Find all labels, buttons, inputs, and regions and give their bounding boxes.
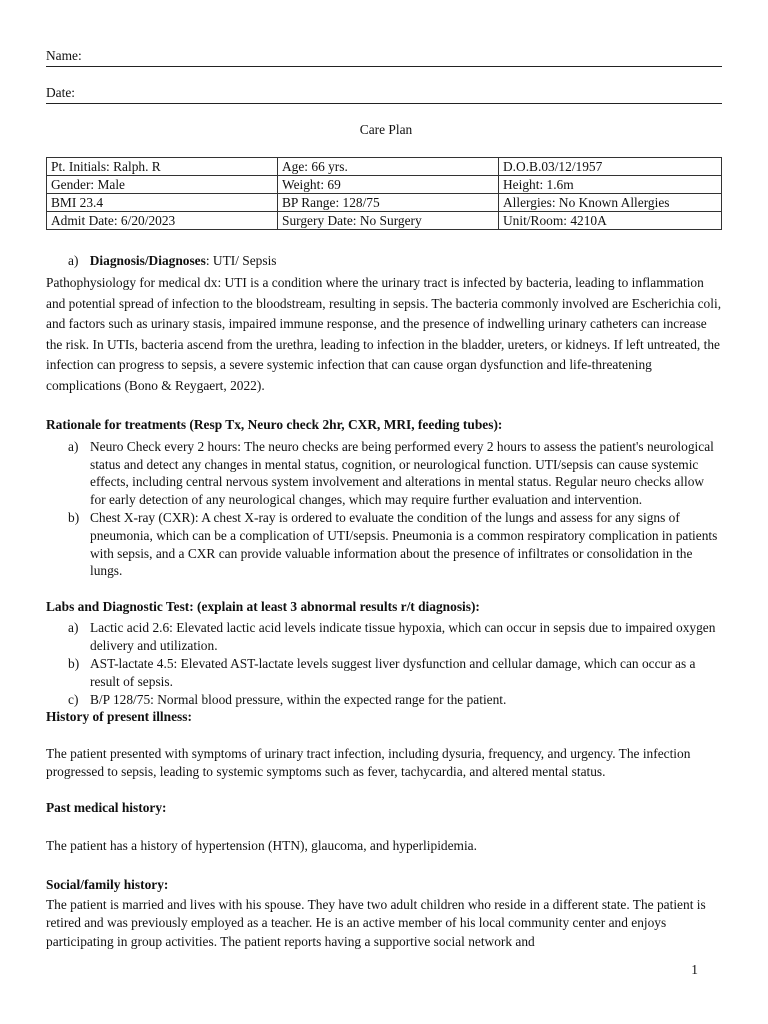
social-paragraph: The patient is married and lives with his spouse. They have two adult children who reside in a different state. The patient is retired and was previously employed as a teacher. He is an active member of his local community center and enjoys participating in group activities. The patient reports having a supportive social network and [46, 897, 706, 949]
list-item-text: Neuro Check every 2 hours: The neuro checks are being performed every 2 hours to assess the patient's neurological status and detect any changes in mental status, cognition, or neurological function. UTI/sepsis can cause systemic effects, including central nervous system involvement and alterations in mental status. Regular neuro checks allow for early detection of any neurological changes, which may require further evaluation and intervention. [90, 439, 714, 507]
social-heading: Social/family history: [46, 877, 169, 892]
table-cell: Height: 1.6m [499, 176, 722, 194]
table-row [47, 158, 722, 176]
table-cell: Weight: 69 [278, 176, 499, 194]
table-row [47, 194, 722, 212]
table-cell: D.O.B.03/12/1957 [499, 158, 722, 176]
hpi-paragraph: The patient presented with symptoms of urinary tract infection, including dysuria, frequency, and urgency. The infection progressed to sepsis, leading to systemic symptoms such as fever, tachycardia, and altered mental status. [46, 746, 691, 779]
list-item-text: Lactic acid 2.6: Elevated lactic acid levels indicate tissue hypoxia, which can occur in sepsis due to impaired oxygen delivery and utilization. [90, 620, 716, 653]
table-cell: Unit/Room: 4210A [499, 212, 722, 230]
list-item [46, 438, 722, 508]
list-marker: c) [68, 692, 79, 708]
diagnosis-value: : UTI/ Sepsis [205, 253, 277, 268]
table-cell: Age: 66 yrs. [278, 158, 499, 176]
hpi-heading: History of present illness: [46, 709, 192, 724]
list-item [46, 509, 722, 579]
list-item-text: Chest X-ray (CXR): A chest X-ray is ordered to evaluate the condition of the lungs and assess for any signs of pneumonia, which can be a complication of UTI/sepsis. Pneumonia is a common respiratory complication in patients with sepsis, and a CXR can provide valuable information about the presence of infiltrates or consolidation in the lungs. [90, 510, 718, 579]
labs-list [46, 619, 722, 710]
document-title: Care Plan [359, 122, 413, 137]
list-marker: b) [68, 656, 80, 672]
table-row [47, 176, 722, 194]
list-item [46, 691, 722, 709]
table-row [47, 212, 722, 230]
labs-heading: Labs and Diagnostic Test: (explain at least 3 abnormal results r/t diagnosis): [46, 599, 480, 614]
table-cell: Pt. Initials: Ralph. R [47, 158, 278, 176]
rationale-heading: Rationale for treatments (Resp Tx, Neuro check 2hr, CXR, MRI, feeding tubes): [46, 417, 503, 432]
list-item [46, 619, 722, 654]
table-cell: Surgery Date: No Surgery [278, 212, 499, 230]
patient-info-table [46, 157, 722, 230]
page-number: 1 [691, 962, 698, 977]
list-marker: a) [68, 253, 79, 268]
date-field [46, 85, 722, 104]
list-item-text: AST-lactate 4.5: Elevated AST-lactate levels suggest liver dysfunction and cellular damage, which can occur as a result of sepsis. [90, 656, 696, 689]
table-cell: Allergies: No Known Allergies [499, 194, 722, 212]
list-marker: a) [68, 439, 79, 454]
table-cell: Admit Date: 6/20/2023 [47, 212, 278, 230]
name-field [46, 48, 722, 67]
date-label: Date: [46, 85, 75, 100]
table-cell: BP Range: 128/75 [278, 194, 499, 212]
list-marker: a) [68, 620, 79, 635]
table-cell: Gender: Male [47, 176, 278, 194]
name-label: Name: [46, 48, 82, 63]
diagnosis-label: Diagnosis/Diagnoses [89, 253, 206, 268]
list-marker: b) [68, 510, 80, 526]
rationale-list [46, 438, 722, 581]
table-cell: BMI 23.4 [47, 194, 278, 212]
pmh-paragraph: The patient has a history of hypertension (HTN), glaucoma, and hyperlipidemia. [46, 838, 477, 853]
pmh-heading: Past medical history: [46, 800, 167, 815]
list-item-text: B/P 128/75: Normal blood pressure, within the expected range for the patient. [90, 692, 507, 708]
list-item [46, 655, 722, 690]
pathophysiology-paragraph: Pathophysiology for medical dx: UTI is a condition where the urinary tract is infected by bacteria, leading to inflammation and potential spread of infection to the bloodstream, resulting in sepsis. The bacteria commonly involved are Escherichia coli, and factors such as urinary stasis, impaired immune response, and the presence of indwelling urinary catheters can increase the risk. In UTIs, bacteria ascend from the urethra, leading to infection in the bladder, ureters, or kidneys. If left untreated, the infection can progress to sepsis, a severe systemic infection that can cause organ dysfunction and life-threatening complications (Bono & Reygaert, 2022). [46, 275, 722, 393]
diagnosis-line [68, 253, 277, 269]
